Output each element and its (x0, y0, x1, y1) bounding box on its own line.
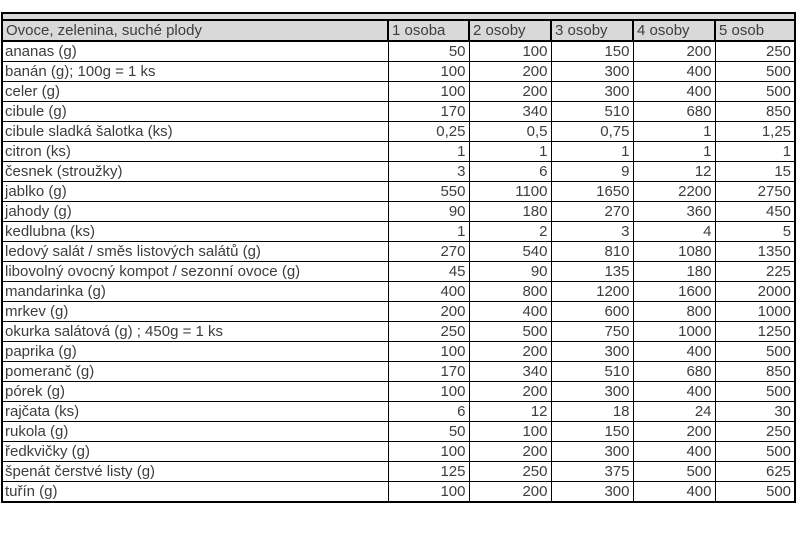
row-label-cell: okurka salátová (g) ; 450g = 1 ks (2, 322, 388, 342)
value-cell: 200 (469, 342, 551, 362)
value-cell: 100 (388, 82, 469, 102)
value-cell: 0,75 (551, 122, 633, 142)
value-cell: 400 (633, 342, 715, 362)
row-label-cell: citron (ks) (2, 142, 388, 162)
row-label-cell: jablko (g) (2, 182, 388, 202)
table-row (2, 222, 795, 242)
value-cell: 300 (551, 62, 633, 82)
value-cell: 1 (633, 122, 715, 142)
row-label-cell: banán (g); 100g = 1 ks (2, 62, 388, 82)
table-row (2, 162, 795, 182)
value-cell: 2 (469, 222, 551, 242)
value-cell: 810 (551, 242, 633, 262)
value-cell: 800 (633, 302, 715, 322)
value-cell: 500 (469, 322, 551, 342)
value-cell: 5 (715, 222, 795, 242)
value-cell: 400 (633, 62, 715, 82)
row-label-cell: ředkvičky (g) (2, 442, 388, 462)
value-cell: 1200 (551, 282, 633, 302)
value-cell: 100 (388, 342, 469, 362)
value-cell: 500 (715, 62, 795, 82)
value-cell: 225 (715, 262, 795, 282)
value-cell: 0,25 (388, 122, 469, 142)
table-row (2, 462, 795, 482)
value-cell: 200 (633, 422, 715, 442)
table-row (2, 482, 795, 503)
value-cell: 510 (551, 102, 633, 122)
table-row (2, 122, 795, 142)
table-row (2, 182, 795, 202)
value-cell: 500 (715, 482, 795, 503)
empty-strip-cell (2, 13, 795, 20)
value-cell: 15 (715, 162, 795, 182)
value-cell: 400 (469, 302, 551, 322)
table-row (2, 142, 795, 162)
value-cell: 250 (388, 322, 469, 342)
value-cell: 1350 (715, 242, 795, 262)
table-row (2, 62, 795, 82)
value-cell: 300 (551, 482, 633, 503)
value-cell: 270 (551, 202, 633, 222)
column-header-persons-3: 3 osoby (551, 20, 633, 41)
column-header-persons-4: 4 osoby (633, 20, 715, 41)
value-cell: 1650 (551, 182, 633, 202)
value-cell: 100 (469, 422, 551, 442)
value-cell: 100 (388, 482, 469, 503)
value-cell: 125 (388, 462, 469, 482)
value-cell: 500 (715, 82, 795, 102)
value-cell: 625 (715, 462, 795, 482)
value-cell: 1250 (715, 322, 795, 342)
value-cell: 680 (633, 362, 715, 382)
table-row (2, 382, 795, 402)
row-label-cell: paprika (g) (2, 342, 388, 362)
value-cell: 340 (469, 102, 551, 122)
table-row (2, 302, 795, 322)
value-cell: 400 (633, 482, 715, 503)
value-cell: 2000 (715, 282, 795, 302)
column-header-persons-5: 5 osob (715, 20, 795, 41)
value-cell: 1000 (715, 302, 795, 322)
value-cell: 400 (633, 382, 715, 402)
value-cell: 12 (469, 402, 551, 422)
value-cell: 400 (633, 442, 715, 462)
value-cell: 1000 (633, 322, 715, 342)
value-cell: 200 (469, 442, 551, 462)
value-cell: 1 (469, 142, 551, 162)
value-cell: 50 (388, 41, 469, 62)
table-row (2, 322, 795, 342)
value-cell: 3 (388, 162, 469, 182)
value-cell: 500 (715, 342, 795, 362)
value-cell: 300 (551, 342, 633, 362)
value-cell: 500 (715, 442, 795, 462)
value-cell: 18 (551, 402, 633, 422)
value-cell: 12 (633, 162, 715, 182)
row-label-cell: mrkev (g) (2, 302, 388, 322)
value-cell: 250 (715, 41, 795, 62)
value-cell: 45 (388, 262, 469, 282)
row-label-cell: česnek (stroužky) (2, 162, 388, 182)
value-cell: 0,5 (469, 122, 551, 142)
table-row (2, 402, 795, 422)
column-header-category: Ovoce, zelenina, suché plody (2, 20, 388, 41)
value-cell: 400 (388, 282, 469, 302)
column-header-persons-2: 2 osoby (469, 20, 551, 41)
value-cell: 850 (715, 362, 795, 382)
value-cell: 135 (551, 262, 633, 282)
value-cell: 340 (469, 362, 551, 382)
value-cell: 90 (469, 262, 551, 282)
table-row (2, 422, 795, 442)
value-cell: 90 (388, 202, 469, 222)
table-row (2, 282, 795, 302)
empty-strip-row (2, 13, 795, 20)
value-cell: 1,25 (715, 122, 795, 142)
value-cell: 750 (551, 322, 633, 342)
value-cell: 1 (551, 142, 633, 162)
value-cell: 100 (388, 62, 469, 82)
table-row (2, 242, 795, 262)
value-cell: 2750 (715, 182, 795, 202)
value-cell: 1600 (633, 282, 715, 302)
value-cell: 6 (469, 162, 551, 182)
table-row (2, 202, 795, 222)
value-cell: 1 (388, 142, 469, 162)
table-row (2, 342, 795, 362)
value-cell: 4 (633, 222, 715, 242)
value-cell: 100 (469, 41, 551, 62)
value-cell: 1 (388, 222, 469, 242)
value-cell: 850 (715, 102, 795, 122)
value-cell: 450 (715, 202, 795, 222)
value-cell: 800 (469, 282, 551, 302)
value-cell: 180 (633, 262, 715, 282)
value-cell: 1100 (469, 182, 551, 202)
value-cell: 540 (469, 242, 551, 262)
value-cell: 200 (633, 41, 715, 62)
value-cell: 6 (388, 402, 469, 422)
value-cell: 400 (633, 82, 715, 102)
value-cell: 150 (551, 41, 633, 62)
row-label-cell: ananas (g) (2, 41, 388, 62)
value-cell: 550 (388, 182, 469, 202)
value-cell: 680 (633, 102, 715, 122)
value-cell: 1080 (633, 242, 715, 262)
value-cell: 170 (388, 362, 469, 382)
row-label-cell: jahody (g) (2, 202, 388, 222)
value-cell: 300 (551, 82, 633, 102)
table-header-row (2, 20, 795, 41)
value-cell: 200 (469, 482, 551, 503)
value-cell: 9 (551, 162, 633, 182)
row-label-cell: pomeranč (g) (2, 362, 388, 382)
table-row (2, 262, 795, 282)
row-label-cell: libovolný ovocný kompot / sezonní ovoce (g) (2, 262, 388, 282)
table-row (2, 82, 795, 102)
column-header-persons-1: 1 osoba (388, 20, 469, 41)
value-cell: 510 (551, 362, 633, 382)
value-cell: 270 (388, 242, 469, 262)
food-portions-table (1, 12, 796, 503)
value-cell: 24 (633, 402, 715, 422)
row-label-cell: cibule sladká šalotka (ks) (2, 122, 388, 142)
value-cell: 100 (388, 442, 469, 462)
table-row (2, 362, 795, 382)
value-cell: 600 (551, 302, 633, 322)
value-cell: 1 (715, 142, 795, 162)
value-cell: 3 (551, 222, 633, 242)
value-cell: 200 (469, 62, 551, 82)
value-cell: 50 (388, 422, 469, 442)
row-label-cell: rajčata (ks) (2, 402, 388, 422)
value-cell: 30 (715, 402, 795, 422)
row-label-cell: tuřín (g) (2, 482, 388, 503)
row-label-cell: cibule (g) (2, 102, 388, 122)
value-cell: 200 (388, 302, 469, 322)
value-cell: 375 (551, 462, 633, 482)
row-label-cell: celer (g) (2, 82, 388, 102)
value-cell: 200 (469, 382, 551, 402)
value-cell: 100 (388, 382, 469, 402)
value-cell: 360 (633, 202, 715, 222)
value-cell: 500 (633, 462, 715, 482)
value-cell: 200 (469, 82, 551, 102)
row-label-cell: kedlubna (ks) (2, 222, 388, 242)
row-label-cell: ledový salát / směs listových salátů (g) (2, 242, 388, 262)
table-row (2, 102, 795, 122)
row-label-cell: rukola (g) (2, 422, 388, 442)
value-cell: 1 (633, 142, 715, 162)
value-cell: 180 (469, 202, 551, 222)
value-cell: 170 (388, 102, 469, 122)
table-row (2, 442, 795, 462)
value-cell: 250 (715, 422, 795, 442)
value-cell: 250 (469, 462, 551, 482)
value-cell: 150 (551, 422, 633, 442)
table-row (2, 41, 795, 62)
value-cell: 300 (551, 442, 633, 462)
value-cell: 300 (551, 382, 633, 402)
row-label-cell: pórek (g) (2, 382, 388, 402)
value-cell: 500 (715, 382, 795, 402)
row-label-cell: mandarinka (g) (2, 282, 388, 302)
row-label-cell: špenát čerstvé listy (g) (2, 462, 388, 482)
value-cell: 2200 (633, 182, 715, 202)
